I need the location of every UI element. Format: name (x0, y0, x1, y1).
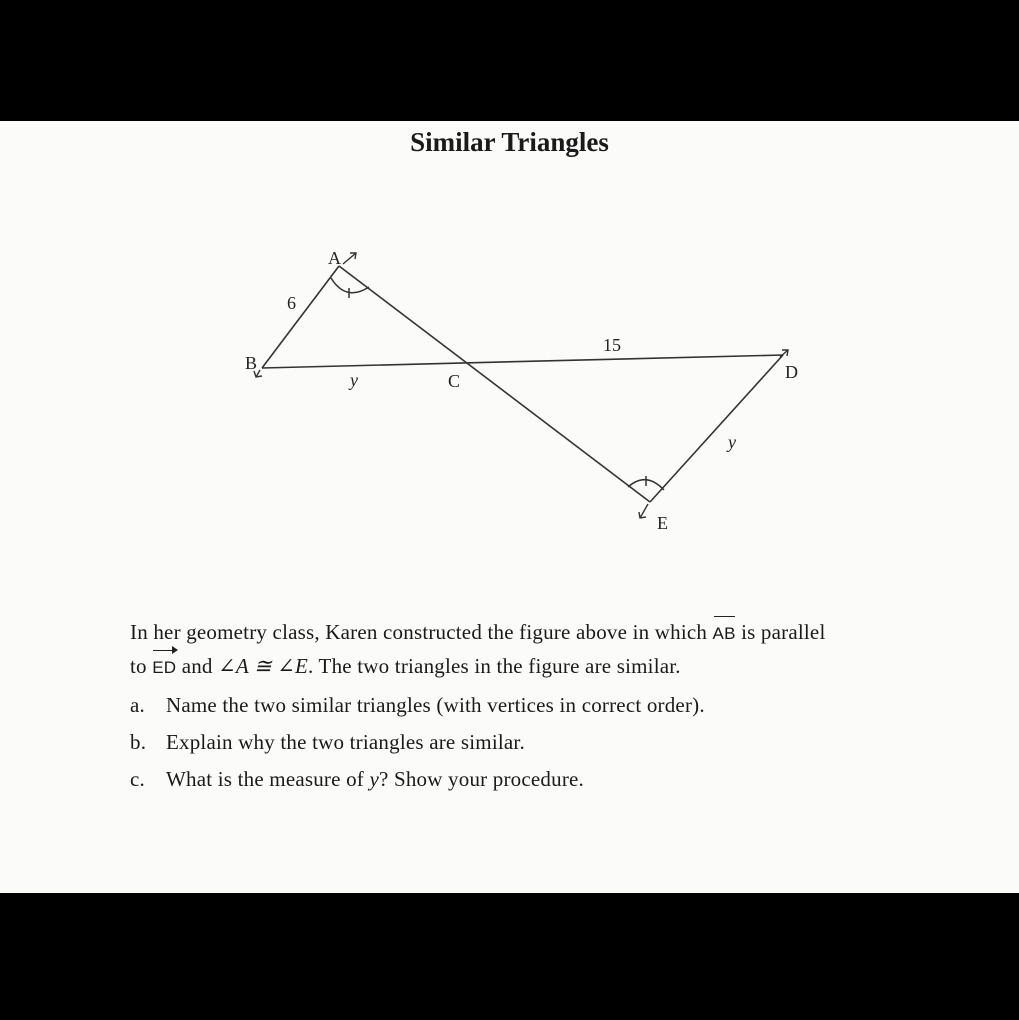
vertex-label-A: A (328, 248, 341, 268)
variable-y: y (369, 767, 379, 791)
intro-1-prefix: In her geometry class, Karen constructed the figure above in which (130, 620, 708, 644)
intro-2-suffix: . The two triangles in the figure are similar. (308, 654, 681, 678)
question-text-prefix: What is the measure of (166, 767, 364, 791)
problem-intro-line-1 (130, 616, 990, 650)
question-marker: a. (130, 693, 145, 717)
intro-2-mid: and (181, 654, 213, 678)
angle-mark-E (628, 476, 664, 490)
intro-1-suffix: is parallel (741, 620, 826, 644)
segment-AB-notation: AB (713, 618, 736, 650)
problem-intro-line-2 (130, 650, 990, 684)
question-c (130, 763, 990, 795)
question-marker: b. (130, 730, 147, 754)
segment-AB (262, 266, 339, 368)
segment-DE (650, 355, 783, 502)
intro-2-prefix: to (130, 654, 147, 678)
side-label-BC: y (350, 370, 358, 390)
question-a (130, 689, 990, 721)
ray-ED-notation: ED (152, 652, 176, 684)
arrow-at-E (639, 504, 648, 518)
segment-BD (262, 355, 783, 368)
question-b (130, 726, 990, 758)
side-label-AB: 6 (287, 293, 296, 313)
vertex-label-B: B (245, 353, 258, 373)
question-text-suffix: ? Show your procedure. (378, 767, 584, 791)
similar-triangles-figure (0, 121, 1019, 561)
side-label-CD: 15 (603, 335, 621, 355)
side-label-DE: y (728, 432, 736, 452)
vertex-label-C: C (448, 371, 461, 391)
angle-congruence: ∠A ≅ ∠E (218, 654, 309, 678)
question-text: Name the two similar triangles (with vertices in correct order). (166, 693, 705, 717)
angle-mark-A (331, 278, 369, 298)
arrow-at-A (343, 253, 356, 264)
vertex-label-D: D (785, 362, 798, 382)
page-title: Similar Triangles (410, 127, 609, 157)
question-text: Explain why the two triangles are similar. (166, 730, 525, 754)
arrow-at-D (780, 350, 788, 357)
vertex-label-E: E (657, 513, 668, 533)
question-marker: c. (130, 767, 145, 791)
segment-AE (339, 266, 650, 502)
problem-text (130, 616, 990, 795)
worksheet-page (0, 121, 1019, 893)
